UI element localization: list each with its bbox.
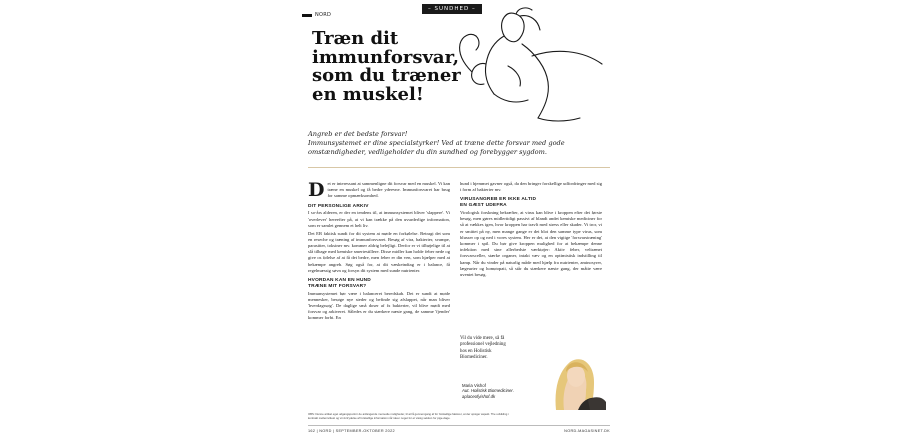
flexing-woman-line-art (446, 6, 616, 126)
author-role: Aut. Holistisk Biomediciner. (462, 388, 514, 394)
photo-caption (308, 413, 610, 420)
intro-line-2: Immunsystemet er dine specialstyrker! Ved at træne dette forsvar med gode (308, 139, 565, 147)
footer-rule (308, 425, 610, 426)
subheading-archive: DIT PERSONLIGE ARKIV (308, 203, 369, 209)
brand-bar (302, 12, 331, 18)
caption-line-1: OBS: Denne artikel eget udgangspunkt i de anfangende memedie muligheder, til at få gennemgang af for forskellige faktorer, at der opsiger aspekt. The udvikling i (308, 412, 509, 416)
brand-name: NORD (315, 12, 332, 18)
intro-line-1: Angreb er det bedste forsvar! (308, 130, 408, 138)
subheading-dog-line-2: TRÆNE MIT FORSVAR? (308, 283, 367, 289)
cta-line-4: Biomediciner. (460, 355, 488, 361)
body-column-right (460, 181, 602, 280)
footer-website: NORD-MAGASINET.DK (564, 429, 610, 433)
call-to-action (460, 336, 530, 362)
caption-line-2: kontrakt mellemvittest og vir-fortrydelse af forskellige information når idea i noget for et vissig sektion for pige-dage. (308, 415, 451, 420)
magazine-page (296, 0, 622, 440)
paragraph-5: hund i hjemmet gavner også, da den bringer forskellige udfordringer med sig i form af bakterier mv. (460, 181, 602, 193)
article-intro (308, 130, 604, 157)
cta-line-3: hos en Holistisk (460, 348, 492, 354)
paragraph-4: Immunsystemet bør være i balanceret beredskab. Det er sundt at møde mennesker, besøge nye steder og befinde sig afslappet, når man bliver 'hverdagssøg'. De daglige små doser af fx bakterier, vil blive mødt med forsvar og arkiveret. Således er du stærkere næste gang, de samme 'fjender' kommer forbi. En (308, 290, 450, 321)
paragraph-3: Det ER faktisk sundt for dit system at møde en forkølelse. Betragt det som en reseche og træning af immunforsvaret. Besøg af vira, bakterier, svampe, parasitter, toksiner mv. kommer aldrig belejligt. Derfor er vi tilbøjelige til at slå tilbage med kemiske smertestillere. Disse midler kan holde feber nede og give os følelse af at få det bedre, men feber er din ven, som hjælper med at bekæmpe angreb. Søg også for, at dit væskeindtag er i balance, få regelmæssig søvn og forsyn dit system med sunde nutrienter. (308, 230, 450, 273)
subheading-virus-line-2: EN GÆST UDEFRA (460, 203, 507, 209)
author-website: aplaceofyishof.dk (462, 393, 496, 399)
author-signature (462, 383, 514, 399)
subheading-dog-line-1: HVORDAN KAN EN HUND (308, 277, 371, 283)
author-name: Maria Vishof (462, 383, 486, 388)
cta-line-1: Vil du vide mere, så få (460, 336, 505, 341)
subheading-virus-line-1: VIRUSANGREB ER IKKE ALTID (460, 197, 537, 203)
paragraph-6: Virologisk forskning bekræfter, at virus kan blive i kroppen efter det første besøg, men gøres midlertidigt passivt af blandt andet kemiske mediciner for så at vækkes igen, hvor kroppen har travlt med stress eller skader. Vi tror, vi er smittet på ny, men mange gange er det blot den samme type virus, som blusser op og ned i vores system. Her er det, at den vigtige 'forsvarstræning' kommer i spil. Du bør give kroppen mulighed for at bekæmpe denne infektion med sine allerbedste værktøjer: Aktiv feber, veltrænet forsvarsceller, stærke organer, intakt væv og en optimistisk indstilling til kamp. Når du vinder på naturlig måde med hjælp fra nutrienter, aminosyrer, lægeurter og homøopati, så står du stærkere næste gang, der måtte være uventet besøg. (460, 210, 602, 278)
paragraph-1 (308, 181, 450, 200)
title-line-2: immunforsvar, (312, 46, 460, 68)
paragraph-1-text: et er interessant at sammenligne dit forsvar med en muskel. Vi kan træne en muskel og få bedre ydeevne. Immunforsvaret har brug for samme opmærksomhed. (327, 181, 450, 199)
subheading-dog (308, 278, 450, 290)
title-line-3: som du træner (312, 65, 461, 86)
intro-line-3: omstændigheder, vedligeholder du din sundhed og forebygger sygdom. (308, 148, 547, 156)
title-line-1: Træn dit (312, 28, 399, 49)
footer-issue: 162 | NORD | SEPTEMBER-OKTOBER 2022 (308, 429, 395, 433)
cta-line-2: professionel vejledning (460, 342, 506, 348)
section-tag: – SUNDHED – (422, 4, 482, 14)
paragraph-2: I so-års alderen, er der en tendens til, at immunsystemet bliver 'slappere'. Vi 'overlever' hereefter på, at vi kan trække på den uvurderlige information, som er samlet gennem et helt liv. (308, 210, 450, 228)
article-title (312, 30, 462, 104)
brand-mark (302, 14, 312, 17)
title-line-4: en muskel! (312, 83, 424, 105)
dropcap: D (308, 179, 325, 201)
author-photo (528, 338, 610, 410)
divider (308, 167, 610, 168)
body-column-left (308, 181, 450, 323)
page-footer (308, 429, 610, 433)
subheading-virus (460, 197, 602, 209)
